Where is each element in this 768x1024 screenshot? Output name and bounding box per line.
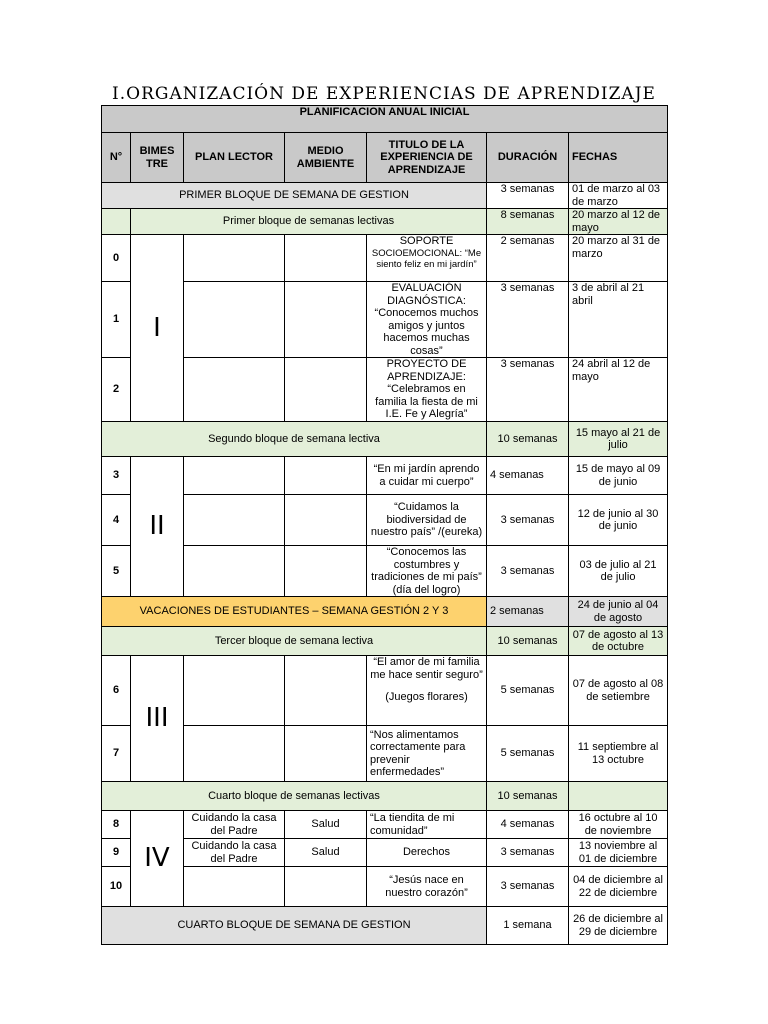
section-fechas: 15 mayo al 21 de julio [569,422,668,457]
row-number: 9 [102,839,131,867]
medio-ambiente-cell [285,867,367,907]
medio-ambiente-cell [285,726,367,782]
document-title: I.ORGANIZACIÓN DE EXPERIENCIAS DE APRENDIZAJE [112,84,656,104]
bimestre-label: III [131,656,184,782]
section-fechas: 07 de agosto al 13 de octubre [569,627,668,656]
row-number: 2 [102,358,131,422]
section-label: Cuarto bloque de semanas lectivas [102,782,487,811]
header-duracion: DURACIÓN [487,133,569,183]
section-row [102,782,668,811]
table-title: PLANIFICACION ANUAL INICIAL [102,106,668,133]
row-number: 6 [102,656,131,726]
row-number: 4 [102,495,131,546]
empty-cell [102,209,131,235]
header-plan-lector: PLAN LECTOR [184,133,285,183]
table-row [102,726,668,782]
fechas-cell: 16 octubre al 10 de noviembre [569,811,668,839]
plan-lector-cell [184,867,285,907]
medio-ambiente-cell [285,656,367,726]
fechas-cell: 07 de agosto al 08 de setiembre [569,656,668,726]
medio-ambiente-cell [285,358,367,422]
section-fechas [569,782,668,811]
titulo-cell: Derechos [367,839,487,867]
table-row [102,867,668,907]
plan-lector-cell [184,656,285,726]
titulo-line-a: “El amor de mi familia me hace sentir seguro” [370,656,483,681]
section-duracion: 10 semanas [487,422,569,457]
section-duracion: 10 semanas [487,627,569,656]
duracion-cell: 5 semanas [487,726,569,782]
section-row [102,597,668,627]
row-number: 7 [102,726,131,782]
table-row [102,235,668,282]
bimestre-label: II [131,457,184,597]
table-title-row [102,106,668,133]
section-fechas: 20 marzo al 12 de mayo [569,209,668,235]
planning-table [101,105,668,945]
section-duracion: 1 semana [487,907,569,945]
medio-ambiente-cell [285,282,367,358]
row-number: 3 [102,457,131,495]
plan-lector-cell [184,282,285,358]
titulo-cell: EVALUACIÓN DIAGNÓSTICA: “Conocemos muchos amigos y juntos hacemos muchas cosas” [367,282,487,358]
duracion-cell: 3 semanas [487,839,569,867]
fechas-cell: 3 de abril al 21 abril [569,282,668,358]
table-row [102,358,668,422]
section-duracion: 3 semanas [487,183,569,209]
header-row [102,133,668,183]
section-duracion: 2 semanas [487,597,569,627]
table-row [102,839,668,867]
medio-ambiente-cell [285,457,367,495]
section-fechas: 24 de junio al 04 de agosto [569,597,668,627]
fechas-cell: 03 de julio al 21 de julio [569,546,668,597]
bimestre-label: IV [131,811,184,907]
table-row [102,546,668,597]
fechas-cell: 24 abril al 12 de mayo [569,358,668,422]
medio-ambiente-cell [285,235,367,282]
section-row [102,183,668,209]
section-label: VACACIONES DE ESTUDIANTES – SEMANA GESTIÓN 2 Y 3 [102,597,487,627]
titulo-cell: PROYECTO DE APRENDIZAJE: “Celebramos en familia la fiesta de mi I.E. Fe y Alegría” [367,358,487,422]
titulo-line-b: (Juegos florares) [385,691,468,703]
section-label: Segundo bloque de semana lectiva [102,422,487,457]
row-number: 8 [102,811,131,839]
header-n: N° [102,133,131,183]
duracion-cell: 4 semanas [487,811,569,839]
duracion-cell: 3 semanas [487,358,569,422]
medio-ambiente-cell: Salud [285,839,367,867]
fechas-cell: 13 noviembre al 01 de diciembre [569,839,668,867]
row-number: 0 [102,235,131,282]
section-row [102,209,668,235]
titulo-cell: “La tiendita de mi comunidad” [367,811,487,839]
duracion-cell: 3 semanas [487,495,569,546]
plan-lector-cell [184,358,285,422]
fechas-cell: 04 de diciembre al 22 de diciembre [569,867,668,907]
plan-lector-cell [184,546,285,597]
titulo-cell: “Nos alimentamos correctamente para prevenir enfermedades” [367,726,487,782]
fechas-cell: 12 de junio al 30 de junio [569,495,668,546]
table-row [102,656,668,726]
fechas-cell: 20 marzo al 31 de marzo [569,235,668,282]
section-fechas: 01 de marzo al 03 de marzo [569,183,668,209]
row-number: 1 [102,282,131,358]
section-row [102,627,668,656]
plan-lector-cell [184,457,285,495]
duracion-cell: 5 semanas [487,656,569,726]
table-row [102,457,668,495]
duracion-cell: 2 semanas [487,235,569,282]
row-number: 10 [102,867,131,907]
section-duracion: 8 semanas [487,209,569,235]
titulo-line-a: SOPORTE [399,235,454,247]
plan-lector-cell [184,726,285,782]
plan-lector-cell: Cuidando la casa del Padre [184,839,285,867]
section-label: PRIMER BLOQUE DE SEMANA DE GESTION [102,183,487,209]
duracion-cell: 3 semanas [487,867,569,907]
table-row [102,495,668,546]
duracion-cell: 3 semanas [487,546,569,597]
titulo-cell [367,235,487,282]
header-medio-ambiente: MEDIO AMBIENTE [285,133,367,183]
plan-lector-cell [184,235,285,282]
plan-lector-cell [184,495,285,546]
section-row [102,422,668,457]
row-number: 5 [102,546,131,597]
section-fechas: 26 de diciembre al 29 de diciembre [569,907,668,945]
bimestre-label: I [131,235,184,422]
medio-ambiente-cell [285,546,367,597]
titulo-cell: “Jesús nace en nuestro corazón” [367,867,487,907]
table-row [102,282,668,358]
header-fechas: FECHAS [569,133,668,183]
fechas-cell: 15 de mayo al 09 de junio [569,457,668,495]
section-duracion: 10 semanas [487,782,569,811]
titulo-cell: “En mi jardín aprendo a cuidar mi cuerpo” [367,457,487,495]
header-bimestre: BIMES TRE [131,133,184,183]
duracion-cell: 3 semanas [487,282,569,358]
titulo-cell: “Conocemos las costumbres y tradiciones de mi país” (día del logro) [367,546,487,597]
table-row [102,811,668,839]
section-label: Tercer bloque de semana lectiva [102,627,487,656]
titulo-line-b: SOCIOEMOCIONAL: “Me siento feliz en mi jardín” [371,247,482,270]
section-row [102,907,668,945]
titulo-cell [367,656,487,726]
medio-ambiente-cell [285,495,367,546]
titulo-cell: “Cuidamos la biodiversidad de nuestro país” /(eureka) [367,495,487,546]
section-label: Primer bloque de semanas lectivas [131,209,487,235]
fechas-cell: 11 septiembre al 13 octubre [569,726,668,782]
plan-lector-cell: Cuidando la casa del Padre [184,811,285,839]
duracion-cell: 4 semanas [487,457,569,495]
medio-ambiente-cell: Salud [285,811,367,839]
section-label: CUARTO BLOQUE DE SEMANA DE GESTION [102,907,487,945]
header-titulo: TITULO DE LA EXPERIENCIA DE APRENDIZAJE [367,133,487,183]
